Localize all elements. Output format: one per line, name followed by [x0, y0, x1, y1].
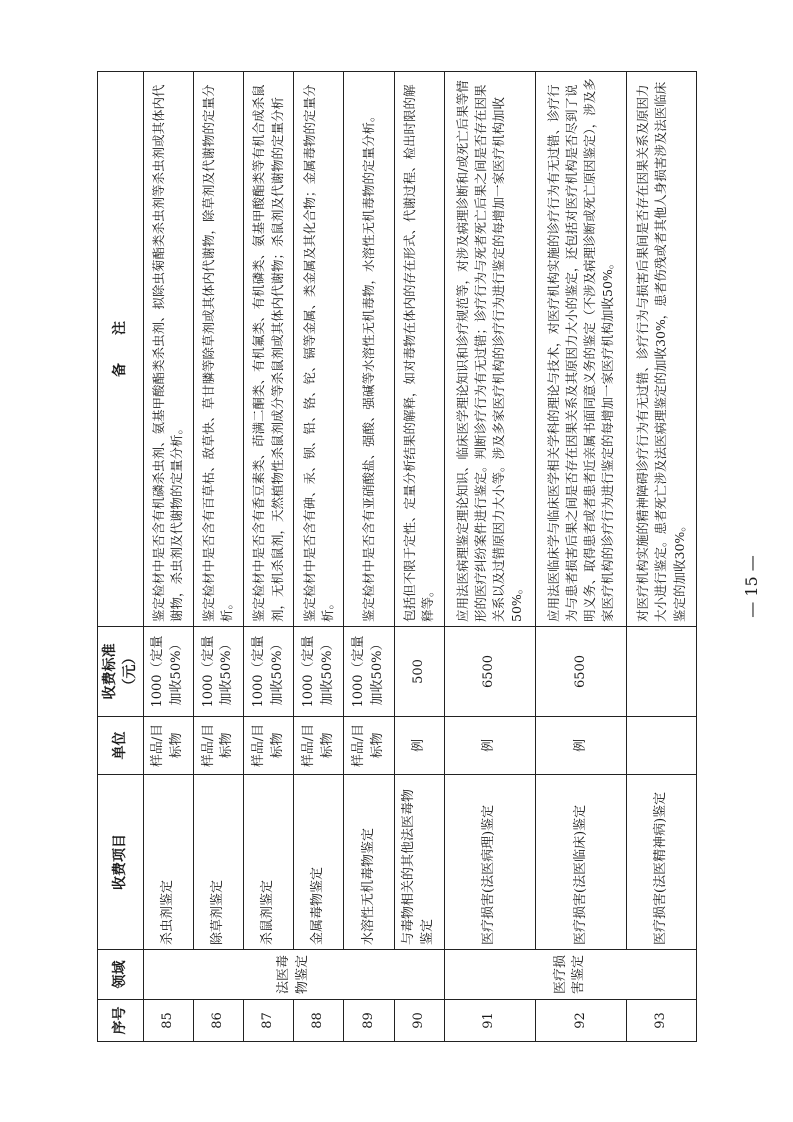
row-note: 鉴定检材中是否含有机磷杀虫剂、氨基甲酸酯类杀虫剂、拟除虫菊酯类杀虫剂等杀虫剂或其体内代谢物，杀虫剂及代谢物的定量分析。: [143, 72, 193, 627]
row-unit: 样品/目标物: [244, 717, 294, 775]
row-seq: 91: [444, 1000, 535, 1042]
row-unit: 样品/目标物: [193, 717, 243, 775]
row-item: 杀虫剂鉴定: [143, 775, 193, 950]
table-row: [294, 72, 344, 1042]
domain-cell-toxicology: 法医毒物鉴定: [143, 950, 444, 1000]
header-domain: 领域: [98, 950, 144, 1000]
row-note: 鉴定检材中是否含有砷、汞、钡、铅、铬、铊、镉等金属、类金属及其化合物；金属毒物的定量分析。: [294, 72, 344, 627]
row-seq: 85: [143, 1000, 193, 1042]
table-row: [244, 72, 294, 1042]
fee-table: [97, 71, 697, 1042]
row-unit: 样品/目标物: [344, 717, 394, 775]
row-fee: 6500: [535, 627, 626, 717]
row-item: 除草剂鉴定: [193, 775, 243, 950]
table-row: [535, 72, 626, 1042]
page-number-text: — 15 —: [741, 554, 761, 618]
row-fee: 1000（定量加收50%）: [294, 627, 344, 717]
row-note: 鉴定检材中是否含有亚硝酸盐、强酸、强碱等水溶性无机毒物，水溶性无机毒物的定量分析。: [344, 72, 394, 627]
row-seq: 93: [627, 1000, 697, 1042]
row-fee: 1000（定量加收50%）: [193, 627, 243, 717]
row-seq: 89: [344, 1000, 394, 1042]
row-fee: 1000（定量加收50%）: [344, 627, 394, 717]
header-item: 收费项目: [98, 775, 144, 950]
row-fee: 1000（定量加收50%）: [244, 627, 294, 717]
row-fee: 500: [394, 627, 444, 717]
row-item: 水溶性无机毒物鉴定: [344, 775, 394, 950]
table-row: [193, 72, 243, 1042]
row-unit: 例: [394, 717, 444, 775]
row-item: 医疗损害(法医精神病)鉴定: [627, 775, 697, 950]
domain-cell-medical-damage: 医疗损害鉴定: [444, 950, 696, 1000]
row-note: 包括但不限于定性、定量分析结果的解释，如对毒物在体内的存在形式、代谢过程、检出时限的解释等。: [394, 72, 444, 627]
row-note: 鉴定检材中是否含有百草枯、敌草快、草甘膦等除草剂或其体内代谢物，除草剂及代谢物的定量分析。: [193, 72, 243, 627]
header-unit: 单位: [98, 717, 144, 775]
row-note: 应用法医病理鉴定理论知识、临床医学理论知识和诊疗规范等，对涉及病理诊断和/或死亡后果等情形的医疗纠纷案件进行鉴定。判断诊疗行为有无过错；诊疗行为与死者死亡后果之间是否存在因果关系以及过错原因力大小等。涉及多家医疗机构的诊疗行为进行鉴定的每增加一家医疗机构加收50%。: [444, 72, 535, 627]
row-item: 医疗损害(法医病理)鉴定: [444, 775, 535, 950]
row-note: 鉴定检材中是否含有香豆素类、茚满二酮类、有机氟类、有机磷类、氨基甲酸酯类等有机合成杀鼠剂，无机杀鼠剂，天然植物性杀鼠剂成分等杀鼠剂或其体内代谢物；杀鼠剂及代谢物的定量分析: [244, 72, 294, 627]
row-seq: 87: [244, 1000, 294, 1042]
table-row: [344, 72, 394, 1042]
header-fee: 收费标准（元）: [98, 627, 144, 717]
table-row: [444, 72, 535, 1042]
page-number: [736, 526, 766, 646]
row-fee: 6500: [444, 627, 535, 717]
row-note: 对医疗机构实施的精神障碍诊疗行为有无过错、诊疗行为与损害后果间是否存在因果关系及原因力大小进行鉴定。患者死亡涉及法医病理鉴定的加收30%，患者伤残或者其他人身损害涉及法医临床鉴定的加收30%。: [627, 72, 697, 627]
row-fee: 1000（定量加收50%）: [143, 627, 193, 717]
row-note: 应用法医临床学与临床医学相关学科的理论与技术，对医疗机构实施的诊疗行为有无过错、诊疗行为与患者损害后果之间是否存在因果关系及其原因力大小的鉴定，还包括对医疗机构是否尽到了说明义务、取得患者或者患者近亲属书面同意义务的鉴定（不涉及病理诊断或死亡原因鉴定），涉及多家医疗机构的诊疗行为进行鉴定的每增加一家医疗机构加收50%。: [535, 72, 626, 627]
row-fee: [627, 627, 697, 717]
table-row: [143, 72, 193, 1042]
row-unit: 例: [444, 717, 535, 775]
rotated-fee-table-page: [97, 72, 697, 1042]
row-item: 医疗损害(法医临床)鉴定: [535, 775, 626, 950]
row-seq: 88: [294, 1000, 344, 1042]
row-seq: 90: [394, 1000, 444, 1042]
row-seq: 92: [535, 1000, 626, 1042]
header-note: 备 注: [98, 72, 144, 627]
table-row: [627, 72, 697, 1042]
row-unit: [627, 717, 697, 775]
table-row: [394, 72, 444, 1042]
table-header-row: [98, 72, 144, 1042]
row-unit: 样品/目标物: [294, 717, 344, 775]
row-seq: 86: [193, 1000, 243, 1042]
row-unit: 例: [535, 717, 626, 775]
row-item: 与毒物相关的其他法医毒物鉴定: [394, 775, 444, 950]
header-seq: 序号: [98, 1000, 144, 1042]
row-unit: 样品/目标物: [143, 717, 193, 775]
row-item: 金属毒物鉴定: [294, 775, 344, 950]
row-item: 杀鼠剂鉴定: [244, 775, 294, 950]
